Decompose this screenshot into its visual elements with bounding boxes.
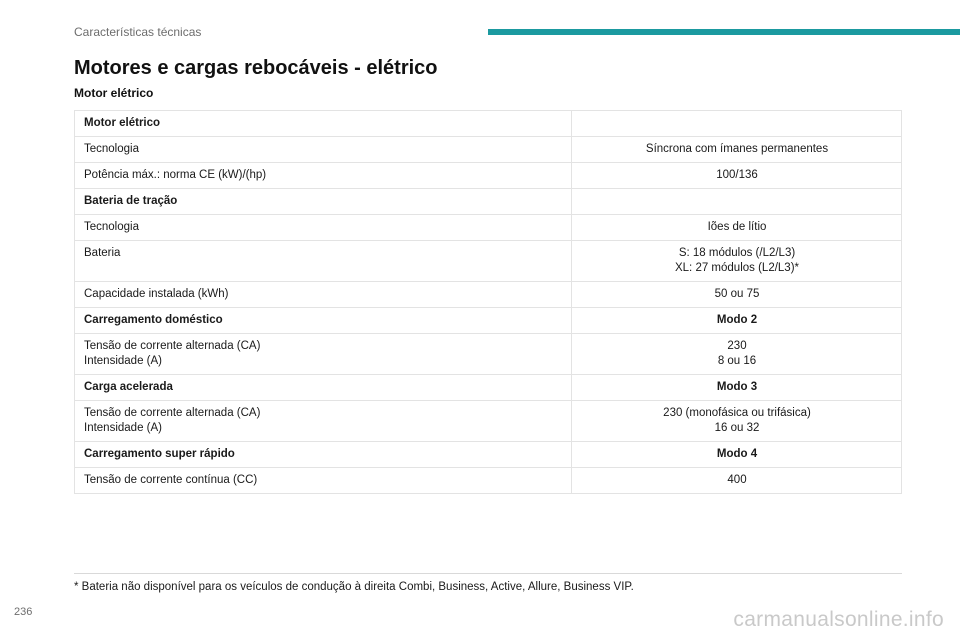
table-cell-label bbox=[75, 375, 572, 401]
page-title: Motores e cargas rebocáveis - elétrico bbox=[74, 57, 438, 79]
table-cell-label bbox=[75, 308, 572, 334]
cell-line: Intensidade (A) bbox=[84, 422, 162, 434]
cell-line: 100/136 bbox=[716, 169, 758, 181]
cell-line: Tensão de corrente alternada (CA) bbox=[84, 340, 261, 352]
table-cell-value bbox=[572, 111, 902, 137]
table-cell-value bbox=[572, 468, 902, 494]
specifications-table bbox=[74, 110, 902, 494]
table-cell-value bbox=[572, 334, 902, 375]
table-cell-value bbox=[572, 241, 902, 282]
cell-line: S: 18 módulos (/L2/L3) bbox=[678, 247, 796, 259]
page-number: 236 bbox=[14, 606, 33, 618]
cell-line: 230 bbox=[727, 340, 747, 352]
cell-line: Bateria de tração bbox=[84, 195, 178, 207]
cell-line: 50 ou 75 bbox=[714, 288, 760, 300]
table-cell-value bbox=[572, 442, 902, 468]
cell-line: Tecnologia bbox=[84, 221, 139, 233]
table-cell-value bbox=[572, 308, 902, 334]
table-cell-label bbox=[75, 241, 572, 282]
cell-line: Potência máx.: norma CE (kW)/(hp) bbox=[84, 169, 267, 181]
cell-line: Capacidade instalada (kWh) bbox=[84, 288, 229, 300]
table-row bbox=[75, 334, 902, 375]
cell-line: Modo 3 bbox=[716, 381, 758, 393]
cell-line: Modo 4 bbox=[716, 448, 758, 460]
table-cell-label bbox=[75, 215, 572, 241]
table-cell-value bbox=[572, 401, 902, 442]
table-cell-value bbox=[572, 189, 902, 215]
header-accent-bar bbox=[488, 29, 960, 35]
footnote: * Bateria não disponível para os veículos de condução à direita Combi, Business, Active, Allure, Business VIP. bbox=[74, 581, 634, 593]
watermark: carmanualsonline.info bbox=[733, 608, 944, 631]
cell-line: Carregamento super rápido bbox=[84, 448, 235, 460]
cell-line: Tensão de corrente alternada (CA) bbox=[84, 407, 261, 419]
cell-line: Motor elétrico bbox=[84, 117, 161, 129]
cell-line: 400 bbox=[727, 474, 747, 486]
cell-line: Carregamento doméstico bbox=[84, 314, 223, 326]
cell-line: Tecnologia bbox=[84, 143, 139, 155]
cell-line: Bateria bbox=[84, 247, 121, 259]
table-section-row bbox=[75, 442, 902, 468]
table-cell-label bbox=[75, 137, 572, 163]
cell-line: Carga acelerada bbox=[84, 381, 173, 393]
table-cell-label bbox=[75, 442, 572, 468]
footnote-divider bbox=[74, 573, 902, 574]
table-section-row bbox=[75, 308, 902, 334]
table-row bbox=[75, 163, 902, 189]
header-section-title: Características técnicas bbox=[74, 25, 202, 39]
table-row bbox=[75, 468, 902, 494]
table-row bbox=[75, 241, 902, 282]
table-cell-label bbox=[75, 282, 572, 308]
table-cell-label bbox=[75, 468, 572, 494]
specifications-table-body bbox=[75, 111, 902, 494]
table-cell-label bbox=[75, 401, 572, 442]
table-cell-label bbox=[75, 334, 572, 375]
cell-line: Síncrona com ímanes permanentes bbox=[645, 143, 829, 155]
table-section-row bbox=[75, 189, 902, 215]
table-row bbox=[75, 137, 902, 163]
table-cell-value bbox=[572, 282, 902, 308]
table-cell-label bbox=[75, 111, 572, 137]
cell-line: Intensidade (A) bbox=[84, 355, 162, 367]
cell-line: 230 (monofásica ou trifásica) bbox=[663, 407, 811, 419]
cell-line: 16 ou 32 bbox=[714, 422, 760, 434]
table-cell-value bbox=[572, 215, 902, 241]
table-row bbox=[75, 215, 902, 241]
cell-line: Tensão de corrente contínua (CC) bbox=[84, 474, 258, 486]
cell-line: XL: 27 módulos (L2/L3)* bbox=[674, 262, 800, 274]
subheading: Motor elétrico bbox=[74, 86, 154, 100]
table-cell-value bbox=[572, 375, 902, 401]
table-row bbox=[75, 282, 902, 308]
table-cell-value bbox=[572, 137, 902, 163]
table-row bbox=[75, 401, 902, 442]
table-section-row bbox=[75, 375, 902, 401]
table-cell-label bbox=[75, 189, 572, 215]
table-cell-label bbox=[75, 163, 572, 189]
cell-line: 8 ou 16 bbox=[717, 355, 757, 367]
table-section-row bbox=[75, 111, 902, 137]
cell-line: Iões de lítio bbox=[707, 221, 767, 233]
table-cell-value bbox=[572, 163, 902, 189]
cell-line: Modo 2 bbox=[716, 314, 758, 326]
